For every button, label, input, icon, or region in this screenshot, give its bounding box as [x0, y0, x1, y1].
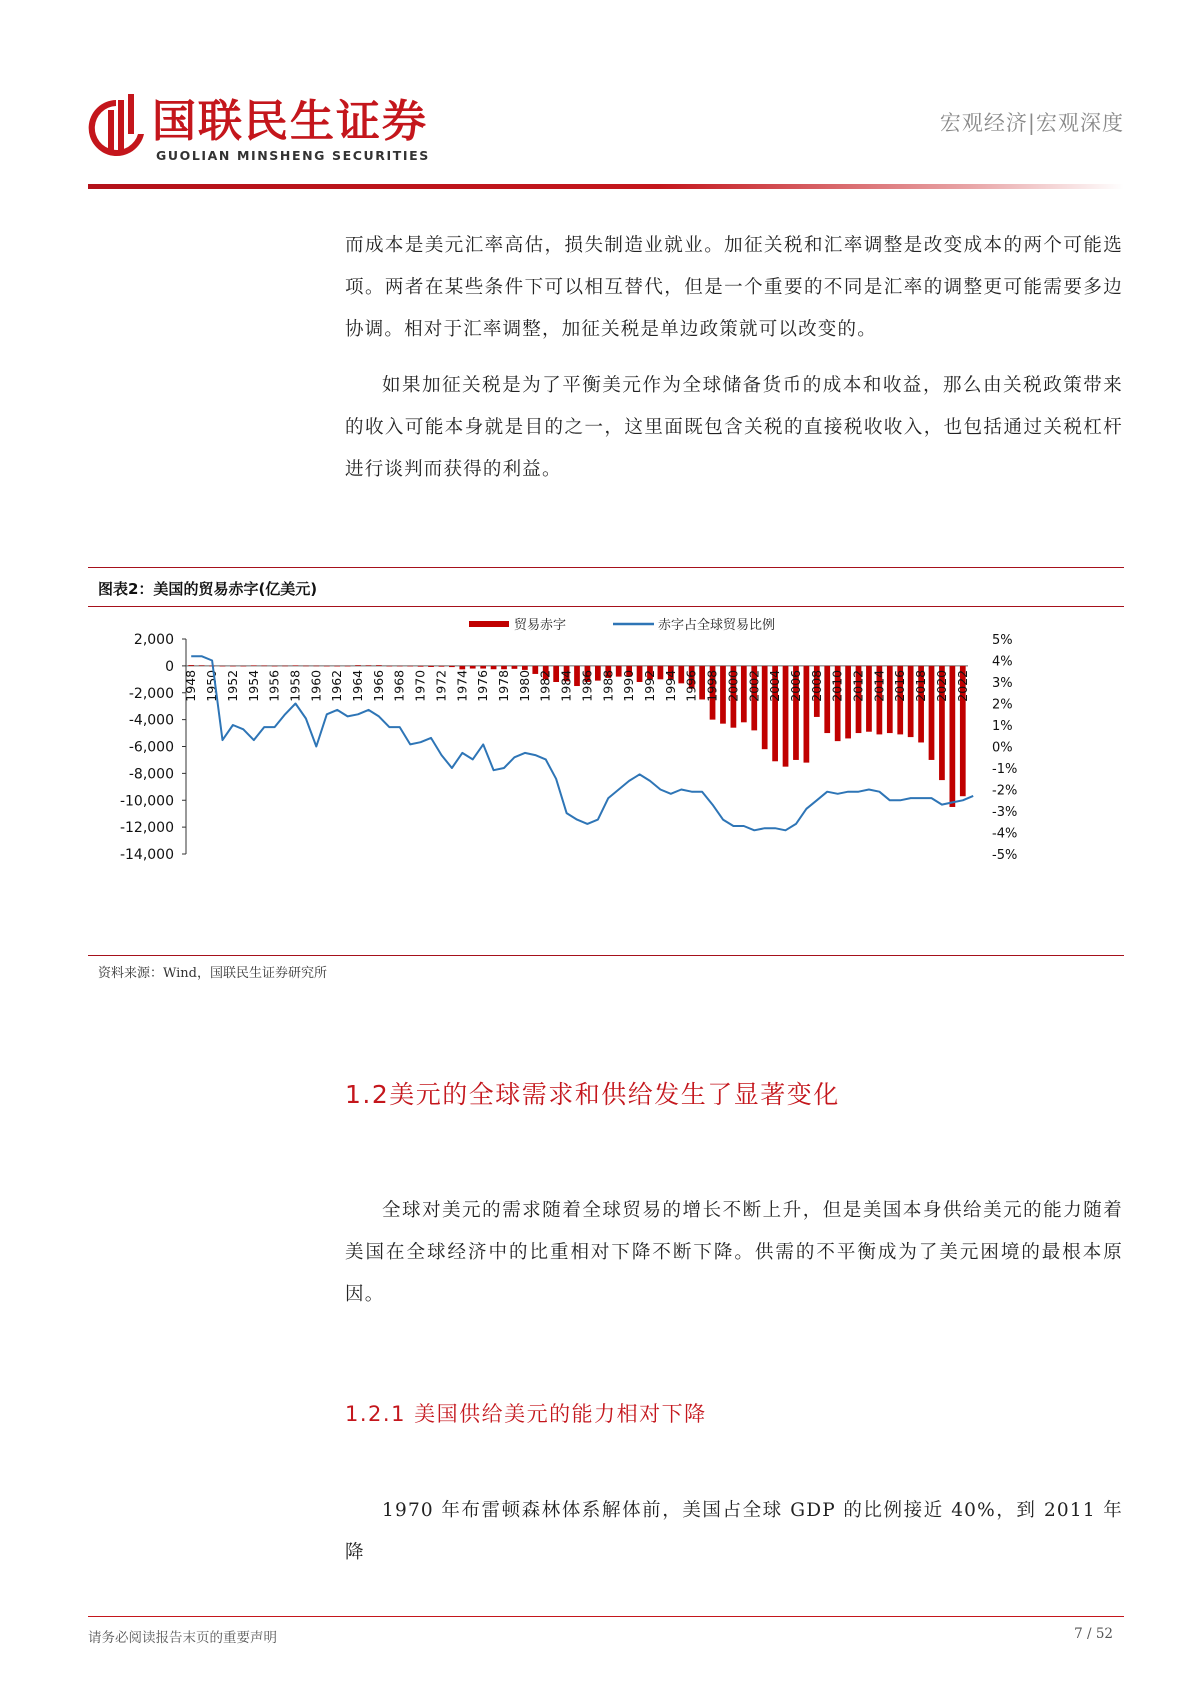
x-tick-label: 1952 — [224, 669, 240, 702]
legend-label-deficit: 贸易赤字 — [514, 618, 567, 633]
bar-deficit — [334, 666, 340, 667]
right-axis-tick-label: -5% — [992, 848, 1018, 863]
figure-title-rule — [88, 606, 1124, 607]
x-tick-label: 1958 — [287, 669, 303, 702]
x-tick-label: 1998 — [704, 669, 720, 702]
figure-bottom-rule — [88, 955, 1124, 956]
right-axis-tick-label: 0% — [992, 740, 1013, 756]
left-axis-tick-label: -6,000 — [128, 739, 174, 756]
bar-deficit — [251, 665, 257, 666]
bar-deficit — [449, 666, 455, 667]
subsection-heading: 1.2.1 美国供给美元的能力相对下降 — [345, 1402, 707, 1426]
x-tick-label: 2004 — [767, 669, 783, 702]
company-name-en: GUOLIAN MINSHENG SECURITIES — [156, 148, 430, 163]
x-tick-label: 1968 — [391, 669, 407, 702]
bar-deficit — [480, 666, 486, 669]
x-tick-label: 1966 — [370, 669, 386, 702]
bar-deficit — [397, 666, 403, 667]
right-axis-tick-label: 1% — [992, 719, 1013, 734]
x-tick-label: 1980 — [516, 669, 532, 702]
x-tick-label: 1962 — [329, 669, 345, 702]
x-tick-label: 1970 — [412, 669, 428, 702]
section-heading: 1.2美元的全球需求和供给发生了显著变化 — [345, 1080, 840, 1109]
bar-deficit — [439, 666, 445, 667]
bar-deficit — [459, 666, 465, 669]
left-axis-tick-label: 0 — [165, 658, 174, 675]
company-name-cn: 国联民生证券 — [152, 96, 428, 147]
header-divider — [88, 184, 1124, 189]
right-axis-tick-label: -4% — [992, 826, 1018, 842]
right-axis-tick-label: -1% — [992, 762, 1018, 777]
report-category: 宏观经济|宏观深度 — [939, 111, 1124, 135]
bar-deficit — [272, 666, 278, 667]
page-number: 7 / 52 — [1074, 1626, 1113, 1642]
legend-swatch-deficit — [469, 621, 509, 627]
x-tick-label: 2016 — [892, 669, 908, 702]
bar-deficit — [522, 666, 528, 670]
x-tick-label: 2010 — [829, 669, 845, 702]
x-tick-label: 2008 — [808, 669, 824, 702]
right-axis-tick-label: -2% — [992, 783, 1018, 799]
footer-disclaimer: 请务必阅读报告末页的重要声明 — [88, 1630, 277, 1646]
x-tick-label: 1992 — [641, 669, 657, 702]
x-tick-label: 2018 — [913, 669, 929, 702]
x-tick-label: 1994 — [662, 669, 678, 702]
x-tick-label: 1978 — [496, 669, 512, 702]
bar-deficit — [303, 666, 309, 667]
right-axis-tick-label: 3% — [992, 676, 1013, 691]
x-tick-label: 1976 — [475, 669, 491, 702]
bar-deficit — [293, 665, 299, 666]
x-tick-label: 1986 — [579, 669, 595, 702]
x-tick-label: 2000 — [725, 669, 741, 702]
x-tick-label: 2012 — [850, 669, 866, 702]
left-axis-tick-label: -2,000 — [128, 685, 174, 702]
bar-deficit — [366, 665, 372, 666]
bar-deficit — [491, 666, 497, 669]
bar-deficit — [386, 666, 392, 667]
bar-deficit — [261, 666, 267, 667]
section-paragraph: 全球对美元的需求随着全球贸易的增长不断上升，但是美国本身供给美元的能力随着美国在全球经济中的比重相对下降不断下降。供需的不平衡成为了美元困境的最根本原因。 — [345, 1200, 1123, 1305]
bar-deficit — [407, 666, 413, 667]
left-axis-tick-label: -10,000 — [119, 793, 174, 810]
company-logo-icon — [86, 94, 146, 162]
bar-deficit — [418, 666, 424, 667]
left-axis-tick-label: -14,000 — [119, 847, 174, 863]
x-tick-label: 1974 — [454, 669, 470, 702]
left-axis-tick-label: -4,000 — [128, 712, 174, 729]
x-tick-label: 1990 — [621, 669, 637, 702]
left-axis-tick-label: -12,000 — [119, 820, 174, 837]
left-axis-tick-label: -8,000 — [128, 766, 174, 783]
figure-title: 图表2：美国的贸易赤字(亿美元) — [98, 580, 318, 598]
x-tick-label: 2002 — [746, 669, 762, 702]
bar-deficit — [199, 665, 205, 666]
x-tick-label: 1984 — [558, 669, 574, 702]
right-axis-tick-label: 5% — [992, 633, 1013, 648]
x-tick-label: 2020 — [933, 669, 949, 702]
x-tick-label: 1954 — [245, 669, 261, 702]
trade-deficit-chart — [88, 612, 1124, 952]
intro-paragraph-2: 如果加征关税是为了平衡美元作为全球储备货币的成本和收益，那么由关税政策带来的收入可能本身就是目的之一，这里面既包含关税的直接税收收入，也包括通过关税杠杆进行谈判而获得的利益。 — [345, 375, 1123, 480]
bar-deficit — [428, 666, 434, 667]
bar-deficit — [512, 666, 518, 669]
bar-deficit — [240, 666, 246, 667]
x-tick-label: 1996 — [683, 669, 699, 702]
bar-deficit — [376, 665, 382, 666]
left-axis-tick-label: 2,000 — [133, 632, 174, 648]
bar-deficit — [282, 666, 288, 667]
x-tick-label: 2006 — [787, 669, 803, 702]
right-axis-tick-label: 4% — [992, 654, 1013, 670]
bar-deficit — [470, 666, 476, 669]
x-tick-label: 2014 — [871, 669, 887, 702]
right-axis-tick-label: 2% — [992, 697, 1013, 713]
x-tick-label: 1948 — [183, 669, 199, 702]
figure-top-rule — [88, 567, 1124, 568]
right-axis-tick-label: -3% — [992, 805, 1018, 820]
x-tick-label: 1960 — [308, 669, 324, 702]
x-tick-label: 1972 — [433, 669, 449, 702]
bar-deficit — [188, 665, 194, 666]
x-tick-label: 1964 — [350, 669, 366, 702]
bar-deficit — [230, 666, 236, 667]
bar-deficit — [220, 666, 226, 667]
x-tick-label: 1950 — [204, 669, 220, 702]
intro-paragraph-1: 而成本是美元汇率高估，损失制造业就业。加征关税和汇率调整是改变成本的两个可能选项。两者在某些条件下可以相互替代，但是一个重要的不同是汇率的调整更可能需要多边协调。相对于汇率调整，加征关税是单边政策就可以改变的。 — [345, 235, 1123, 340]
x-tick-label: 2022 — [954, 669, 970, 702]
bar-deficit — [313, 666, 319, 667]
figure-source: 资料来源：Wind，国联民生证券研究所 — [98, 966, 327, 981]
bar-deficit — [501, 666, 507, 669]
x-tick-label: 1956 — [266, 669, 282, 702]
legend-label-ratio: 赤字占全球贸易比例 — [658, 618, 776, 633]
x-tick-label: 1982 — [537, 669, 553, 702]
x-tick-label: 1988 — [600, 669, 616, 702]
subsection-paragraph: 1970 年布雷顿森林体系解体前，美国占全球 GDP 的比例接近 40%，到 2011 年降 — [345, 1500, 1123, 1563]
bar-deficit — [355, 665, 361, 666]
footer-divider — [88, 1616, 1124, 1617]
bar-deficit — [324, 666, 330, 667]
bar-deficit — [345, 666, 351, 667]
